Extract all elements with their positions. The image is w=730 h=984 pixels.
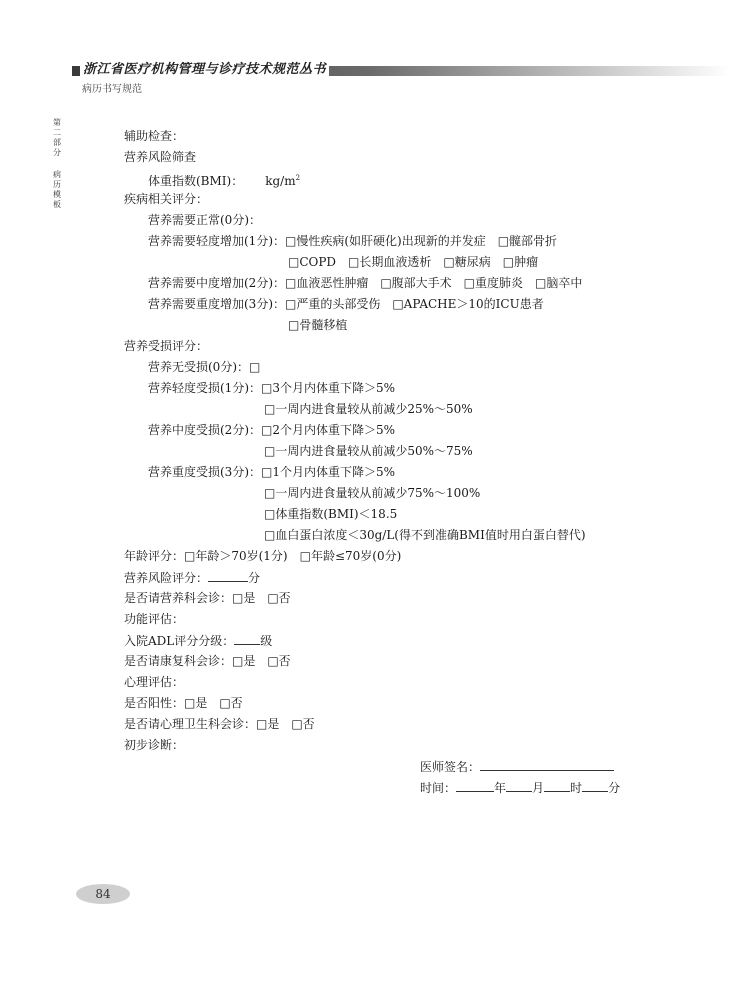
risk-score-line — [124, 569, 260, 586]
impair-moderate-line: 营养中度受损(2分)：□2个月内体重下降＞5% — [148, 423, 396, 437]
bmi-line — [148, 170, 300, 189]
risk-score-blank[interactable] — [208, 569, 248, 582]
need-severe-line: 营养需要重度增加(3分)：□严重的头部受伤 □APACHE＞10的ICU患者 — [148, 297, 544, 311]
psych-consult-line: 是否请心理卫生科会诊：□是 □否 — [124, 717, 315, 731]
side-tab — [50, 118, 64, 210]
adl-label: 入院ADL评分分级： — [124, 634, 235, 648]
age-score-line: 年龄评分：□年龄＞70岁(1分) □年龄≤70岁(0分) — [124, 549, 402, 563]
adl-line — [124, 632, 272, 649]
need-severe-line-2: □骨髓移植 — [288, 318, 348, 332]
bmi-label: 体重指数(BMI)： — [148, 174, 244, 188]
year-blank[interactable] — [456, 779, 494, 792]
need-mild-line: 营养需要轻度增加(1分)：□慢性疾病(如肝硬化)出现新的并发症 □髋部骨折 — [148, 234, 558, 248]
need-normal-line: 营养需要正常(0分)： — [148, 213, 261, 227]
impair-severe-line-3: □体重指数(BMI)＜18.5 — [264, 507, 398, 521]
aux-exam-label: 辅助检查： — [124, 129, 185, 143]
time-line — [420, 779, 620, 796]
series-title: 浙江省医疗机构管理与诊疗技术规范丛书 — [80, 58, 329, 77]
need-moderate-line: 营养需要中度增加(2分)：□血液恶性肿瘤 □腹部大手术 □重度肺炎 □脑卒中 — [148, 276, 583, 290]
impair-severe-line-2: □一周内进食量较从前减少75%～100% — [264, 486, 481, 500]
adl-unit: 级 — [260, 634, 273, 648]
doctor-signature-line — [420, 758, 614, 775]
time-label: 时间： — [420, 781, 457, 795]
positive-line: 是否阳性：□是 □否 — [124, 696, 243, 710]
impairment-heading: 营养受损评分： — [124, 339, 209, 353]
minute-blank[interactable] — [582, 779, 608, 792]
doctor-signature-label: 医师签名： — [420, 760, 481, 774]
adl-blank[interactable] — [234, 632, 260, 645]
page-number: 84 — [76, 884, 130, 904]
side-tab-section: 病历模板 — [53, 170, 61, 209]
bmi-unit: kg/m — [265, 174, 296, 188]
impair-severe-line-4: □血白蛋白浓度＜30g/L(得不到准确BMI值时用白蛋白替代) — [264, 528, 586, 542]
minute-label: 分 — [608, 781, 621, 795]
bmi-unit-exp: 2 — [295, 174, 301, 182]
psych-eval-heading: 心理评估： — [124, 675, 185, 689]
function-eval-heading: 功能评估： — [124, 612, 185, 626]
year-label: 年 — [494, 781, 507, 795]
disease-score-heading: 疾病相关评分： — [124, 192, 209, 206]
impair-severe-line: 营养重度受损(3分)：□1个月内体重下降＞5% — [148, 465, 396, 479]
impair-moderate-line-2: □一周内进食量较从前减少50%～75% — [264, 444, 473, 458]
doctor-signature-blank[interactable] — [480, 758, 614, 771]
risk-score-label: 营养风险评分： — [124, 571, 209, 585]
impair-none-line: 营养无受损(0分)：□ — [148, 360, 261, 374]
hour-blank[interactable] — [544, 779, 570, 792]
book-subtitle: 病历书写规范 — [82, 84, 142, 95]
nutrition-consult-line: 是否请营养科会诊：□是 □否 — [124, 591, 291, 605]
side-tab-part: 第二部分 — [53, 118, 61, 157]
impair-mild-line: 营养轻度受损(1分)：□3个月内体重下降＞5% — [148, 381, 396, 395]
initial-diagnosis-label: 初步诊断： — [124, 738, 185, 752]
nutrition-screening-heading: 营养风险筛查 — [124, 150, 197, 164]
month-label: 月 — [532, 781, 545, 795]
need-mild-line-2: □COPD □长期血液透析 □糖尿病 □肿瘤 — [288, 255, 539, 269]
rehab-consult-line: 是否请康复科会诊：□是 □否 — [124, 654, 291, 668]
month-blank[interactable] — [506, 779, 532, 792]
hour-label: 时 — [570, 781, 583, 795]
impair-mild-line-2: □一周内进食量较从前减少25%～50% — [264, 402, 473, 416]
risk-score-unit: 分 — [248, 571, 261, 585]
